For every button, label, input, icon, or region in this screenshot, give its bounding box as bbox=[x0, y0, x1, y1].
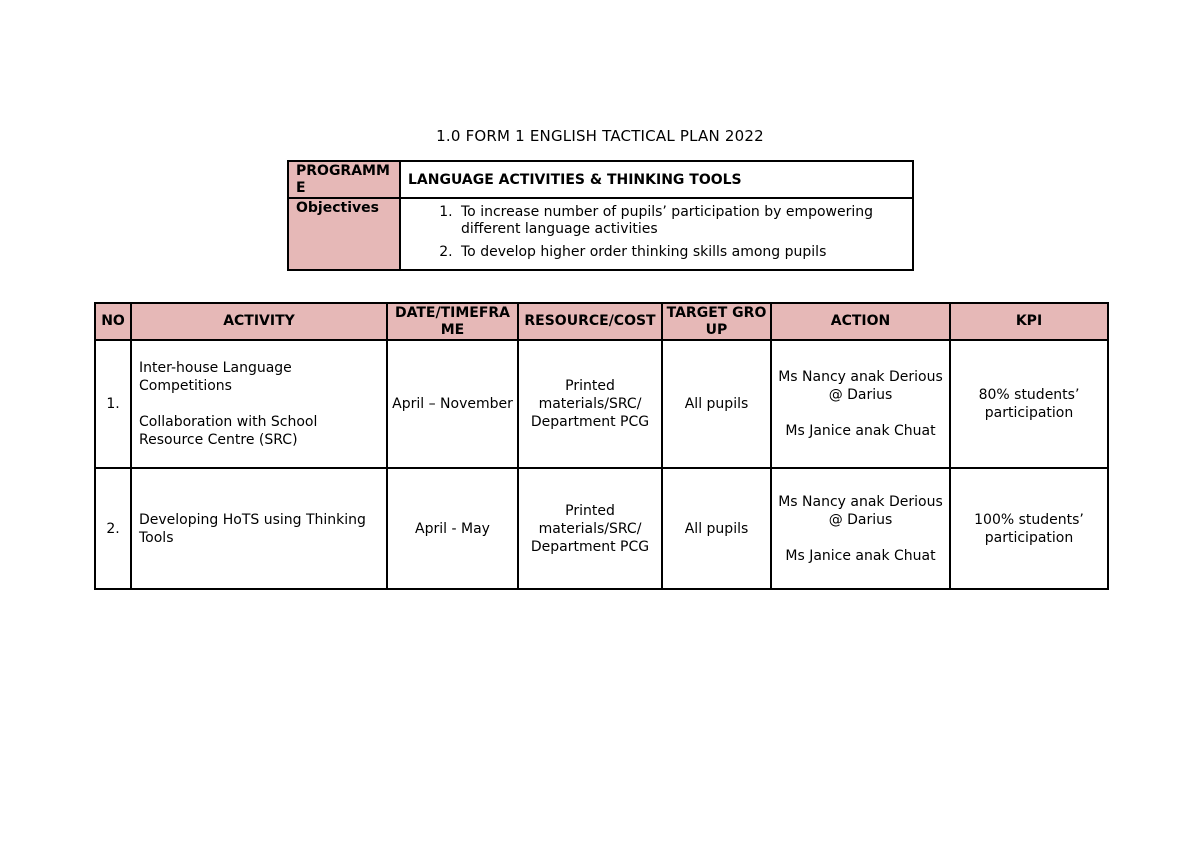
activity-line: Inter-house Language Competitions bbox=[139, 360, 292, 394]
date-cell: April – November bbox=[387, 340, 518, 468]
row-number: 2. bbox=[95, 468, 131, 589]
objective-item: 1. To increase number of pupils’ participation by empowering different language activities bbox=[457, 204, 906, 238]
objectives-list bbox=[407, 204, 906, 261]
programme-label: PROGRAMME bbox=[288, 161, 400, 198]
action-line: Ms Nancy anak Derious @ Darius bbox=[778, 493, 943, 528]
activity-line: Collaboration with School Resource Centre (SRC) bbox=[139, 414, 318, 448]
resource-cell: Printed materials/SRC/ Department PCG bbox=[518, 340, 662, 468]
objectives-cell bbox=[400, 198, 913, 270]
activity-table bbox=[94, 302, 1109, 590]
action-cell bbox=[771, 340, 950, 468]
table-row bbox=[95, 340, 1108, 468]
activity-cell bbox=[131, 468, 387, 589]
resource-cell: Printed materials/SRC/ Department PCG bbox=[518, 468, 662, 589]
kpi-cell: 100% students’ participation bbox=[950, 468, 1108, 589]
kpi-cell: 80% students’ participation bbox=[950, 340, 1108, 468]
header-action: ACTION bbox=[771, 303, 950, 340]
programme-table bbox=[287, 160, 914, 271]
row-number: 1. bbox=[95, 340, 131, 468]
header-row bbox=[95, 303, 1108, 340]
header-activity: ACTIVITY bbox=[131, 303, 387, 340]
programme-value: LANGUAGE ACTIVITIES & THINKING TOOLS bbox=[400, 161, 913, 198]
target-cell: All pupils bbox=[662, 340, 771, 468]
document-title: 1.0 FORM 1 ENGLISH TACTICAL PLAN 2022 bbox=[436, 127, 764, 145]
action-line: Ms Janice anak Chuat bbox=[785, 423, 936, 439]
objectives-label: Objectives bbox=[288, 198, 400, 270]
programme-row bbox=[288, 161, 913, 198]
header-resource: RESOURCE/COST bbox=[518, 303, 662, 340]
target-cell: All pupils bbox=[662, 468, 771, 589]
header-kpi: KPI bbox=[950, 303, 1108, 340]
header-no: NO bbox=[95, 303, 131, 340]
action-line: Ms Nancy anak Derious @ Darius bbox=[778, 369, 943, 403]
table-row bbox=[95, 468, 1108, 589]
action-cell bbox=[771, 468, 950, 589]
header-target: TARGET GROUP bbox=[662, 303, 771, 340]
objective-item: 2. To develop higher order thinking skills among pupils bbox=[457, 244, 906, 261]
activity-line: Developing HoTS using Thinking Tools bbox=[139, 511, 366, 546]
header-date: DATE/TIMEFRAME bbox=[387, 303, 518, 340]
date-cell: April - May bbox=[387, 468, 518, 589]
action-line: Ms Janice anak Chuat bbox=[785, 547, 936, 564]
objectives-row bbox=[288, 198, 913, 270]
activity-cell bbox=[131, 340, 387, 468]
